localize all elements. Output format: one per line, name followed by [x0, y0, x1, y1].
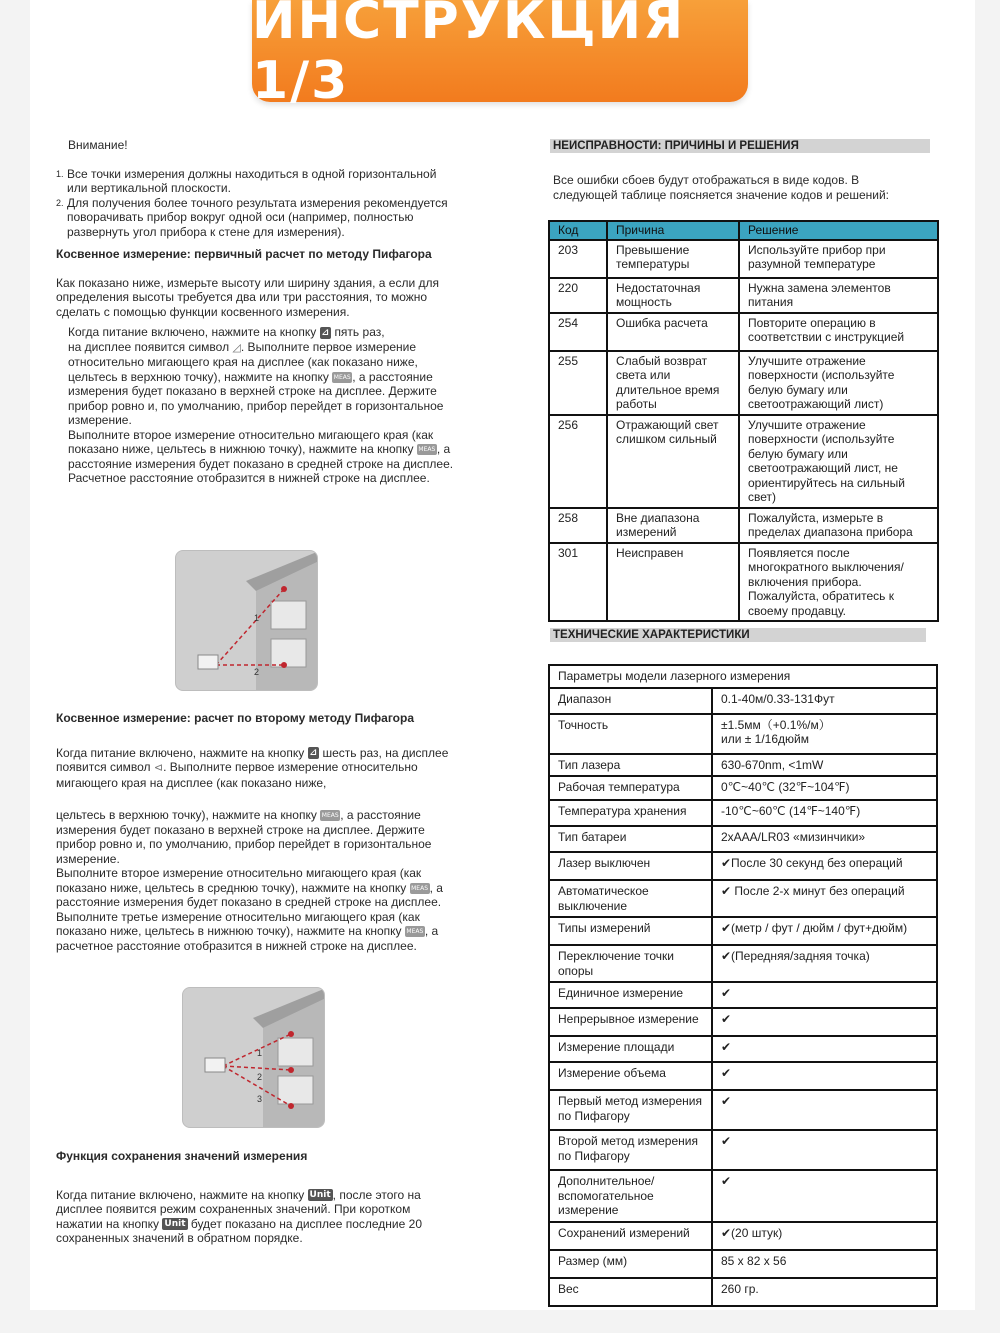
spec-value-cell: ✔ — [712, 982, 937, 1008]
meas-button-icon: MEAS — [411, 884, 429, 892]
table-row — [549, 688, 937, 714]
spec-parameter-cell: Тип батареи — [549, 826, 712, 852]
table-row — [549, 1278, 937, 1306]
error-code-cell: 203 — [549, 240, 607, 278]
table-row — [549, 945, 937, 982]
table-row — [549, 826, 937, 852]
specs-table — [548, 664, 938, 1307]
error-rows — [549, 240, 938, 622]
note-item: 1. Все точки измерения должны находиться в одной горизонтальной или вертикальной плоскости. — [56, 166, 437, 195]
table-row — [549, 508, 938, 543]
table-row — [549, 351, 938, 415]
spec-value-cell: ✔ После 2-х минут без операций — [712, 880, 937, 917]
figure-1-drawing — [176, 551, 318, 691]
spec-parameter-cell: Размер (мм) — [549, 1250, 712, 1278]
spec-rows — [549, 688, 937, 1306]
error-codes-table — [548, 220, 939, 622]
spec-parameter-cell: Типы измерений — [549, 917, 712, 945]
error-cause-cell: Неисправен — [607, 543, 739, 622]
function-button-icon: ⊿ — [321, 327, 330, 338]
table-row — [549, 1008, 937, 1036]
table-row — [549, 800, 937, 826]
section-memory — [56, 1149, 456, 1246]
spec-parameter-cell: Переключение точки опоры — [549, 945, 712, 982]
window-bottom — [271, 639, 306, 667]
meas-button-icon: MEAS — [418, 446, 436, 454]
figure-2-drawing — [183, 988, 325, 1128]
spec-value-cell: ✔(метр / фут / дюйм / фут+дюйм) — [712, 917, 937, 945]
s1-step-b: на дисплее появится символ ◿. Выполните первое измерение относительно мигающего края на дисплее (как показано ниже, цельтесь в верхнюю точку), нажмите на кнопку MEAS , а расстояние измерения будет показано в верхней строке на дисплее. Держите прибор ровно и, по умолчанию, прибор перейдет в горизонтальное измерение. — [68, 339, 444, 427]
window-top — [271, 601, 306, 629]
s2-step-b: цельтесь в верхнюю точку), нажмите на кнопку MEAS , а расстояние измерения будет показано в верхней строке на дисплее. Держите прибор ровно и, по умолчанию, прибор перейдет в горизонтальное измерение. — [56, 808, 432, 866]
error-cause-cell: Отражающий свет слишком сильный — [607, 415, 739, 508]
spec-parameter-cell: Первый метод измерения по Пифагору — [549, 1090, 712, 1130]
spec-value-cell: ✔(Передняя/задняя точка) — [712, 945, 937, 982]
error-solution-cell: Повторите операцию в соответствии с инструкцией — [739, 313, 938, 351]
spec-value-cell: ±1.5мм（+0.1%/м） или ± 1/16дюйм — [712, 714, 937, 754]
title-banner — [252, 0, 748, 111]
spec-value-cell: ✔(20 штук) — [712, 1222, 937, 1250]
target-point-top — [281, 586, 287, 592]
spec-parameter-cell: Второй метод измерения по Пифагору — [549, 1130, 712, 1170]
error-solution-cell: Появляется после многократного выключения/включения прибора. Пожалуйста, обратитесь к своему продавцу. — [739, 543, 938, 622]
spec-value-cell: ✔ — [712, 1090, 937, 1130]
s1-step-c: Выполните второе измерение относительно мигающего края (как показано ниже, цельтесь в нижнюю точку), нажмите на кнопку MEAS , а расстояние измерения будет показано в средней строке на дисплее. — [68, 427, 454, 471]
s1-step-d: Расчетное расстояние отобразится в нижней строке на дисплее. — [68, 471, 430, 485]
error-code-cell: 220 — [549, 278, 607, 313]
spec-parameter-cell: Автоматическое выключение — [549, 880, 712, 917]
table-row — [549, 313, 938, 351]
meas-button-icon: MEAS — [321, 812, 339, 820]
table-row — [549, 1222, 937, 1250]
spec-value-cell: 260 гр. — [712, 1278, 937, 1306]
table-header-row — [549, 221, 938, 240]
window-bottom — [278, 1076, 313, 1104]
device-icon — [205, 1058, 225, 1072]
notes-list — [56, 167, 456, 240]
fig2-label-1: 1 — [257, 1048, 263, 1058]
header-code: Код — [549, 221, 607, 240]
figure-pythagoras-1 — [175, 550, 318, 691]
note-item: 2. Для получения более точного результата измерения рекомендуется поворачивать прибор вокруг одной оси (например, полностью развернуть угол прибора к стене для измерения). — [56, 195, 448, 239]
fig2-label-2: 2 — [257, 1072, 263, 1082]
unit-button-icon: Unit — [309, 1190, 331, 1201]
spec-parameter-cell: Измерение объема — [549, 1062, 712, 1090]
fig1-label-1: 1 — [254, 613, 260, 623]
error-solution-cell: Пожалуйста, измерьте в пределах диапазона прибора — [739, 508, 938, 543]
table-row — [549, 754, 937, 777]
error-cause-cell: Вне диапазона измерений — [607, 508, 739, 543]
spec-parameter-cell: Лазер выключен — [549, 852, 712, 880]
spec-parameter-cell: Тип лазера — [549, 754, 712, 777]
spec-value-cell: ✔ — [712, 1130, 937, 1170]
specs-header-row — [549, 665, 937, 688]
fig2-label-3: 3 — [257, 1094, 263, 1104]
error-cause-cell: Недостаточная мощность — [607, 278, 739, 313]
specs-header: Параметры модели лазерного измерения — [549, 665, 937, 688]
spec-parameter-cell: Измерение площади — [549, 1036, 712, 1062]
figure-pythagoras-2 — [182, 987, 325, 1128]
error-solution-cell: Нужна замена элементов питания — [739, 278, 938, 313]
error-cause-cell: Слабый возврат света или длительное время работы — [607, 351, 739, 415]
error-cause-cell: Превышение температуры — [607, 240, 739, 278]
error-code-cell: 258 — [549, 508, 607, 543]
spec-parameter-cell: Дополнительное/вспомогательное измерение — [549, 1170, 712, 1222]
s2-step-a: Когда питание включено, нажмите на кнопку ⊿ шесть раз, на дисплее появится символ ⊲. Выполните первое измерение относительно мигающего края на дисплее (как показано ниже, — [56, 745, 449, 790]
spec-parameter-cell: Температура хранения — [549, 800, 712, 826]
target-point-bottom — [281, 662, 287, 668]
pythagoras-symbol-icon: ⊲ — [153, 762, 164, 774]
error-code-cell: 301 — [549, 543, 607, 622]
table-row — [549, 278, 938, 313]
target-point-top — [288, 1031, 294, 1037]
table-row — [549, 982, 937, 1008]
table-row — [549, 1036, 937, 1062]
left-column — [56, 138, 456, 486]
section-pythagoras-2 — [56, 711, 456, 953]
spec-parameter-cell: Непрерывное измерение — [549, 1008, 712, 1036]
table-row — [549, 714, 937, 754]
device-icon — [198, 655, 218, 669]
meas-button-icon: MEAS — [406, 928, 424, 936]
spec-value-cell: 85 x 82 x 56 — [712, 1250, 937, 1278]
error-solution-cell: Улучшите отражение поверхности (используйте белую бумагу или светоотражающий лист) — [739, 351, 938, 415]
spec-value-cell: 630-670nm, <1mW — [712, 754, 937, 777]
section-title-pythagoras-2: Косвенное измерение: расчет по второму методу Пифагора — [56, 711, 414, 725]
section-title-memory: Функция сохранения значений измерения — [56, 1149, 308, 1163]
spec-value-cell: 0℃~40℃ (32℉~104℉) — [712, 776, 937, 800]
table-row — [549, 1062, 937, 1090]
s1-step-a: Когда питание включено, нажмите на кнопку ⊿ пять раз, — [68, 325, 385, 339]
spec-parameter-cell: Вес — [549, 1278, 712, 1306]
unit-button-icon: Unit — [164, 1219, 186, 1230]
errors-intro: Все ошибки сбоев будут отображаться в виде кодов. В следующей таблице поясняется значение кодов и решений: — [553, 173, 889, 202]
table-row — [549, 1090, 937, 1130]
s3-text: Когда питание включено, нажмите на кнопку Unit , после этого на дисплее появится режим сохраненных значений. При коротком нажатии на кнопку Unit будет показано на дисплее последние 20 сохраненных значений в обратном порядке. — [56, 1187, 422, 1245]
error-solution-cell: Улучшите отражение поверхности (используйте белую бумагу или светоотражающий лист, не ориентируйтесь на сильный свет) — [739, 415, 938, 508]
section-title-pythagoras-1: Косвенное измерение: первичный расчет по методу Пифагора — [56, 247, 432, 261]
table-row — [549, 415, 938, 508]
spec-parameter-cell: Диапазон — [549, 688, 712, 714]
error-code-cell: 256 — [549, 415, 607, 508]
spec-value-cell: 0.1-40м/0.33-131Фут — [712, 688, 937, 714]
spec-parameter-cell: Единичное измерение — [549, 982, 712, 1008]
attention-label: Внимание! — [68, 138, 128, 152]
spec-value-cell: ✔После 30 секунд без операций — [712, 852, 937, 880]
table-row — [549, 917, 937, 945]
header-solution: Решение — [739, 221, 938, 240]
spec-value-cell: ✔ — [712, 1170, 937, 1222]
function-button-icon: ⊿ — [309, 748, 318, 759]
s1-intro: Как показано ниже, измерьте высоту или ширину здания, а если для определения высоты требуется два или три расстояния, то можно сделать с помощью функции косвенного измерения. — [56, 275, 440, 319]
table-row — [549, 776, 937, 800]
errors-section-title: НЕИСПРАВНОСТИ: ПРИЧИНЫ И РЕШЕНИЯ — [550, 139, 930, 153]
meas-button-icon: MEAS — [333, 373, 351, 381]
s2-step-d: Выполните третье измерение относительно мигающего края (как показано ниже, цельтесь в нижнюю точку), нажмите на кнопку MEAS , а расчетное расстояние отобразится в нижней строке на дисплее. — [56, 909, 439, 953]
error-cause-cell: Ошибка расчета — [607, 313, 739, 351]
table-row — [549, 1250, 937, 1278]
table-row — [549, 880, 937, 917]
spec-parameter-cell: Рабочая температура — [549, 776, 712, 800]
table-row — [549, 1130, 937, 1170]
spec-value-cell: -10℃~60℃ (14℉~140℉) — [712, 800, 937, 826]
specs-section-title: ТЕХНИЧЕСКИЕ ХАРАКТЕРИСТИКИ — [550, 628, 926, 642]
spec-value-cell: ✔ — [712, 1062, 937, 1090]
pythagoras-symbol-icon: ◿ — [232, 341, 241, 354]
error-code-cell: 255 — [549, 351, 607, 415]
error-code-cell: 254 — [549, 313, 607, 351]
spec-parameter-cell: Сохранений измерений — [549, 1222, 712, 1250]
target-point-bottom — [288, 1103, 294, 1109]
header-cause: Причина — [607, 221, 739, 240]
table-row — [549, 852, 937, 880]
spec-value-cell: 2xAAA/LR03 «мизинчики» — [712, 826, 937, 852]
s2-step-c: Выполните второе измерение относительно мигающего края (как показано ниже, цельтесь в среднюю точку), нажмите на кнопку MEAS , а расстояние измерения будет показано в средней строке на дисплее. — [56, 866, 443, 909]
target-point-middle — [288, 1067, 294, 1073]
fig1-label-2: 2 — [254, 667, 260, 677]
window-top — [278, 1038, 313, 1066]
spec-parameter-cell: Точность — [549, 714, 712, 754]
table-row — [549, 240, 938, 278]
error-solution-cell: Используйте прибор при разумной температуре — [739, 240, 938, 278]
banner-title: ИНСТРУКЦИЯ 1/3 — [252, 0, 686, 111]
table-row — [549, 543, 938, 622]
spec-value-cell: ✔ — [712, 1008, 937, 1036]
spec-value-cell: ✔ — [712, 1036, 937, 1062]
table-row — [549, 1170, 937, 1222]
